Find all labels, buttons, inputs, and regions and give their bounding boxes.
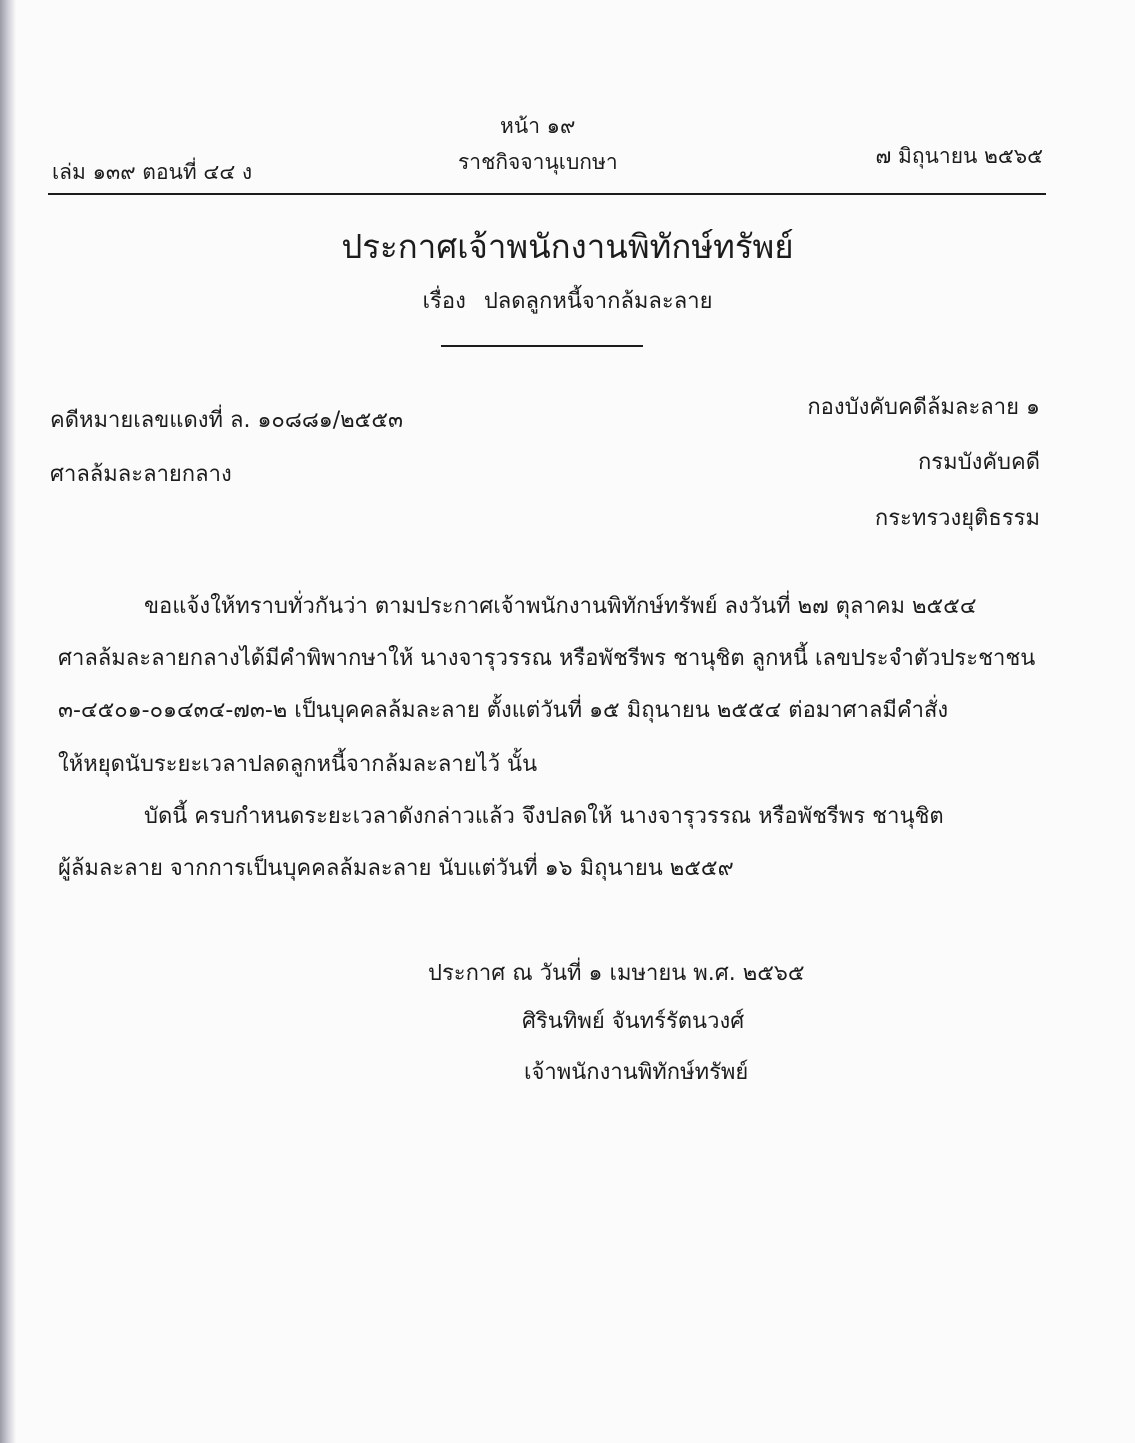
paragraph-2-line-2: ผู้ล้มละลาย จากการเป็นบุคคลล้มละลาย นับแต่วันที่ ๑๖ มิถุนายน ๒๕๕๙	[58, 856, 734, 881]
court-name: ศาลล้มละลายกลาง	[50, 462, 232, 487]
signatory-position: เจ้าพนักงานพิทักษ์ทรัพย์	[524, 1060, 749, 1085]
gazette-date: ๗ มิถุนายน ๒๕๖๕	[875, 144, 1043, 168]
agency-division: กองบังคับคดีล้มละลาย ๑	[807, 395, 1040, 420]
case-number: คดีหมายเลขแดงที่ ล. ๑๐๘๘๑/๒๕๕๓	[50, 408, 404, 433]
paragraph-1-line-4: ให้หยุดนับระยะเวลาปลดลูกหนี้จากล้มละลายไว้ นั้น	[58, 752, 538, 777]
title-divider	[441, 345, 643, 347]
paragraph-1-line-3: ๓-๔๕๐๑-๐๑๔๓๔-๗๓-๒ เป็นบุคคลล้มละลาย ตั้งแต่วันที่ ๑๕ มิถุนายน ๒๕๕๔ ต่อมาศาลมีคำสั่ง	[58, 698, 949, 723]
paragraph-1-line-1: ขอแจ้งให้ทราบทั่วกันว่า ตามประกาศเจ้าพนักงานพิทักษ์ทรัพย์ ลงวันที่ ๒๗ ตุลาคม ๒๕๕๔	[144, 594, 977, 619]
paragraph-1-line-2: ศาลล้มละลายกลางได้มีคำพิพากษาให้ นางจารุวรรณ หรือพัชรีพร ชานุชิต ลูกหนี้ เลขประจำตัวประชาชน	[58, 646, 1036, 671]
page-number: หน้า ๑๙	[500, 114, 576, 138]
volume-issue: เล่ม ๑๓๙ ตอนที่ ๔๔ ง	[52, 160, 253, 184]
document-subject	[0, 283, 1135, 318]
signatory-name: ศิรินทิพย์ จันทร์รัตนวงศ์	[522, 1009, 745, 1034]
document-title: ประกาศเจ้าพนักงานพิทักษ์ทรัพย์	[341, 227, 794, 266]
header-rule	[48, 193, 1046, 195]
announcement-date: ประกาศ ณ วันที่ ๑ เมษายน พ.ศ. ๒๕๖๕	[428, 961, 805, 986]
gazette-name: ราชกิจจานุเบกษา	[458, 150, 618, 174]
agency-ministry: กระทรวงยุติธรรม	[874, 506, 1040, 531]
subject-text: ปลดลูกหนี้จากล้มละลาย	[483, 289, 713, 314]
agency-department: กรมบังคับคดี	[917, 450, 1040, 475]
paragraph-2-line-1: บัดนี้ ครบกำหนดระยะเวลาดังกล่าวแล้ว จึงปลดให้ นางจารุวรรณ หรือพัชรีพร ชานุชิต	[144, 804, 944, 829]
page-edge-shadow	[0, 0, 16, 1443]
subject-label: เรื่อง	[422, 289, 466, 314]
